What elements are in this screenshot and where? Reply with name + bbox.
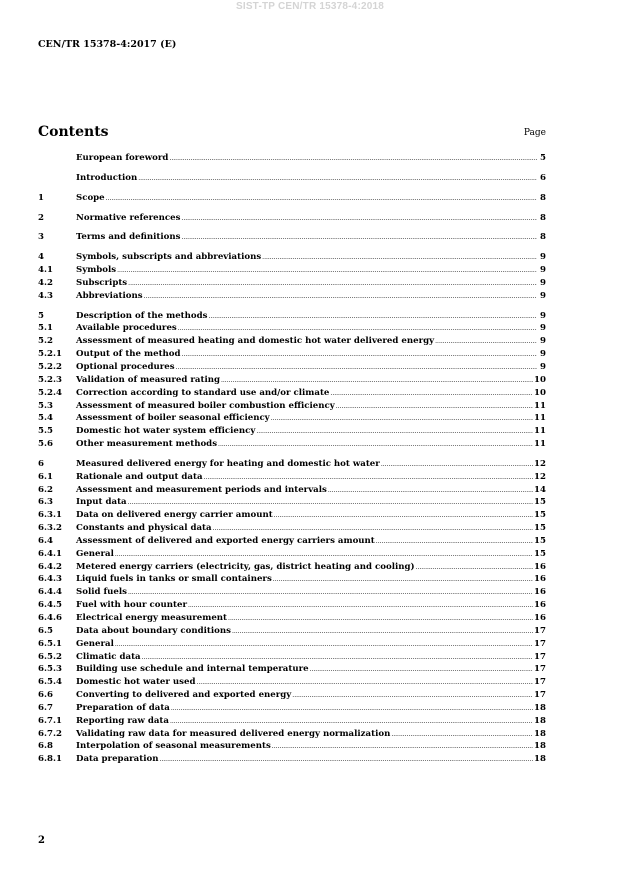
toc-entry-page[interactable]: 9 [540,323,546,334]
toc-dot-leader [159,754,533,767]
toc-entry-title[interactable]: General [76,638,114,649]
toc-entry-title[interactable]: Assessment of measured boiler combustion efficiency [76,400,335,411]
contents-heading: Contents [38,124,109,140]
toc-entry-title[interactable]: European foreword [76,153,169,163]
toc-dot-leader [336,401,533,414]
toc-entry-number: 6.3 [38,497,53,508]
toc-entry-page[interactable]: 16 [534,587,546,598]
toc-entry-page[interactable]: 15 [534,523,546,534]
toc-dot-leader [272,741,533,754]
toc-entry-page[interactable]: 5 [540,153,546,163]
toc-entry-title[interactable]: Interpolation of seasonal measurements [76,741,271,752]
toc-entry-number: 6.7.2 [38,728,62,739]
toc-dot-leader [271,413,533,426]
toc-entry-page[interactable]: 16 [534,574,546,585]
page-column-label: Page [523,128,546,138]
toc-entry-title[interactable]: Building use schedule and internal temperature [76,664,309,675]
toc-entry-title[interactable]: Liquid fuels in tanks or small containers [76,574,272,585]
toc-entry-title[interactable]: Symbols, subscripts and abbreviations [76,252,262,263]
toc-entry[interactable] [38,192,546,205]
toc-entry-page[interactable]: 11 [534,426,546,437]
toc-entry-number: 6.4.3 [38,574,62,585]
toc-entry-number: 4.1 [38,265,53,276]
toc-entry-title[interactable]: Preparation of data [76,702,170,713]
toc-entry-title[interactable]: Assessment and measurement periods and intervals [76,484,327,495]
toc-entry-number: 6.2 [38,484,53,495]
toc-entry-title[interactable]: Domestic hot water used [76,677,196,688]
toc-entry[interactable] [38,484,546,497]
toc-entry-title[interactable]: Reporting raw data [76,715,169,726]
toc-entry-page[interactable]: 9 [540,310,546,321]
toc-dot-leader [181,232,537,245]
toc-entry-number: 6.3.1 [38,510,62,521]
toc-entry-title[interactable]: Electrical energy measurement [76,613,228,623]
toc-entry-page[interactable]: 15 [534,548,546,559]
toc-entry-title[interactable]: Climatic data [76,651,141,662]
toc-entry[interactable] [38,689,546,702]
toc-entry-title[interactable]: Scope [76,192,105,203]
toc-entry[interactable] [38,522,546,535]
toc-entry-number: 5.5 [38,426,53,437]
toc-entry[interactable] [38,509,546,522]
toc-dot-leader [171,703,533,716]
toc-entry-title[interactable]: Description of the methods [76,310,208,321]
toc-entry-title[interactable]: Measured delivered energy for heating and domestic hot water [76,458,380,469]
toc-entry-page[interactable]: 9 [540,290,546,301]
toc-entry-title[interactable]: Constants and physical data [76,523,212,534]
toc-entry-page[interactable]: 16 [534,561,546,572]
toc-dot-leader [262,252,537,265]
toc-entry-page[interactable]: 9 [540,349,546,360]
toc-entry-number: 6.8 [38,741,53,752]
toc-entry-title[interactable]: Abbreviations [76,290,143,301]
toc-entry-page[interactable]: 12 [534,458,546,469]
toc-entry-title[interactable]: Optional procedures [76,361,175,372]
toc-entry-page[interactable]: 17 [534,677,546,688]
toc-entry-page[interactable]: 15 [534,497,546,508]
toc-entry-page[interactable]: 17 [534,625,546,636]
toc-entry-number: 3 [38,232,44,243]
toc-dot-leader [144,291,537,304]
toc-dot-leader [128,587,533,600]
toc-dot-leader [208,311,537,324]
toc-entry[interactable] [38,625,546,638]
toc-entry-number: 6.4.2 [38,561,62,572]
toc-entry-page[interactable]: 17 [534,664,546,675]
toc-entry-number: 6.4 [38,535,53,546]
toc-entry-number: 6 [38,458,44,469]
toc-entry-page[interactable]: 9 [540,252,546,263]
toc-entry-title[interactable]: Converting to delivered and exported energy [76,690,292,701]
toc-entry-page[interactable]: 17 [534,690,546,701]
toc-entry[interactable] [38,496,546,509]
toc-entry-page[interactable]: 8 [540,232,546,243]
toc-dot-leader [274,510,533,523]
toc-entry-title[interactable]: Rationale and output data [76,471,203,482]
toc-entry[interactable] [38,740,546,753]
toc-entry[interactable] [38,458,546,471]
toc-entry-page[interactable]: 9 [540,265,546,276]
toc-entry-number: 6.4.6 [38,613,62,623]
toc-entry-title[interactable]: Terms and definitions [76,232,181,243]
toc-dot-leader [182,349,537,362]
toc-entry[interactable] [38,348,546,361]
toc-dot-leader [218,439,533,452]
toc-dot-leader [330,388,533,401]
toc-entry-title[interactable]: Domestic hot water system efficiency [76,426,256,437]
toc-dot-leader [416,562,533,575]
toc-dot-leader [232,626,533,639]
toc-dot-leader [115,639,533,652]
toc-entry[interactable] [38,573,546,586]
toc-entry-number: 6.7 [38,702,53,713]
toc-dot-leader [181,213,537,226]
toc-entry[interactable] [38,663,546,676]
toc-entry-title[interactable]: Introduction [76,172,138,183]
toc-entry-number: 6.4.5 [38,600,62,611]
toc-dot-leader [256,426,533,439]
toc-entry[interactable] [38,425,546,438]
toc-dot-leader [188,600,533,613]
toc-dot-leader [292,690,533,703]
toc-entry-page[interactable]: 10 [534,387,546,398]
toc-entry-number: 5.2.4 [38,387,62,398]
toc-entry-page[interactable]: 11 [534,400,546,411]
toc-dot-leader [128,278,537,291]
toc-entry-page[interactable]: 14 [534,484,546,495]
toc-entry[interactable] [38,753,546,766]
toc-entry-number: 5.3 [38,400,53,411]
toc-entry[interactable] [38,612,546,625]
toc-entry-number: 4 [38,252,44,263]
toc-entry[interactable] [38,586,546,599]
toc-entry-number: 6.5 [38,625,53,636]
toc-dot-leader [391,729,533,742]
toc-entry[interactable] [38,264,546,277]
toc-entry-page[interactable]: 8 [540,212,546,223]
toc-entry-title[interactable]: Solid fuels [76,587,127,598]
toc-entry[interactable] [38,599,546,612]
toc-entry[interactable] [38,702,546,715]
toc-entry-page[interactable]: 9 [540,336,546,347]
toc-entry-title[interactable]: Validation of measured rating [76,374,220,385]
toc-entry-number: 6.4.4 [38,587,62,598]
toc-entry-number: 5.6 [38,439,53,450]
toc-dot-leader [435,336,537,349]
toc-entry-number: 6.8.1 [38,754,62,765]
toc-entry-title[interactable]: Assessment of measured heating and domestic hot water delivered energy [76,336,435,347]
toc-entry-page[interactable]: 10 [534,374,546,385]
toc-entry-page[interactable]: 18 [534,741,546,752]
toc-entry-page[interactable]: 8 [540,192,546,203]
toc-entry-number: 6.5.2 [38,651,62,662]
toc-entry-title[interactable]: Output of the method [76,349,181,360]
toc-entry-page[interactable]: 15 [534,535,546,546]
toc-entry-page[interactable]: 17 [534,651,546,662]
toc-entry[interactable] [38,676,546,689]
toc-entry-page[interactable]: 12 [534,471,546,482]
toc-entry[interactable] [38,387,546,400]
toc-entry[interactable] [38,251,546,264]
toc-entry[interactable] [38,152,546,165]
toc-entry[interactable] [38,561,546,574]
toc-entry-title[interactable]: Input data [76,497,127,508]
toc-entry-number: 5 [38,310,44,321]
toc-entry-page[interactable]: 17 [534,638,546,649]
watermark: SIST-TP CEN/TR 15378-4:2018 [235,1,385,12]
toc-dot-leader [228,613,533,626]
toc-dot-leader [310,664,533,677]
toc-entry-page[interactable]: 11 [534,413,546,424]
toc-entry-title[interactable]: Symbols [76,265,117,276]
toc-dot-leader [117,265,537,278]
toc-entry[interactable] [38,548,546,561]
toc-dot-leader [328,485,533,498]
toc-entry-number: 5.2 [38,336,53,347]
toc-dot-leader [106,193,537,206]
page-number: 2 [38,835,45,846]
toc-entry-number: 6.7.1 [38,715,62,726]
toc-entry[interactable] [38,172,546,185]
toc-entry-title[interactable]: Data about boundary conditions [76,625,231,636]
toc-entry[interactable] [38,212,546,225]
toc-entry[interactable] [38,471,546,484]
toc-entry-page[interactable]: 16 [534,613,546,623]
toc-entry-title[interactable]: Other measurement methods [76,439,218,450]
toc-entry[interactable] [38,400,546,413]
toc-entry[interactable] [38,728,546,741]
toc-entry-title[interactable]: Assessment of delivered and exported energy carriers amount [76,535,375,546]
toc-entry[interactable] [38,651,546,664]
toc-entry-title[interactable]: Validating raw data for measured delivered energy normalization [76,728,391,739]
toc-entry[interactable] [38,535,546,548]
toc-entry-number: 6.1 [38,471,53,482]
toc-entry-page[interactable]: 15 [534,510,546,521]
toc-dot-leader [376,536,533,549]
toc-entry[interactable] [38,231,546,244]
toc-dot-leader [176,362,537,375]
toc-entry-page[interactable]: 16 [534,600,546,611]
toc-entry-title[interactable]: Fuel with hour counter [76,600,187,611]
toc-entry-page[interactable]: 9 [540,361,546,372]
toc-entry-number: 6.5.4 [38,677,62,688]
toc-entry[interactable] [38,638,546,651]
toc-dot-leader [169,153,537,166]
toc-entry-number: 4.3 [38,290,53,301]
toc-entry-title[interactable]: General [76,548,114,559]
toc-entry-title[interactable]: Available procedures [76,323,177,334]
toc-entry-number: 6.6 [38,690,53,701]
toc-entry[interactable] [38,277,546,290]
toc-entry[interactable] [38,310,546,323]
toc-entry-number: 1 [38,192,44,203]
toc-entry-page[interactable]: 18 [534,702,546,713]
toc-entry-number: 5.2.1 [38,349,62,360]
toc-entry-title[interactable]: Metered energy carriers (electricity, gas, district heating and cooling) [76,561,415,572]
toc-entry[interactable] [38,438,546,451]
toc-entry-title[interactable]: Subscripts [76,277,128,288]
document-id: CEN/TR 15378-4:2017 (E) [38,39,177,50]
toc-entry-page[interactable]: 9 [540,277,546,288]
toc-entry[interactable] [38,374,546,387]
toc-entry-number: 6.3.2 [38,523,62,534]
toc-entry-number: 2 [38,212,44,223]
toc-entry-page[interactable]: 11 [534,439,546,450]
toc-entry[interactable] [38,361,546,374]
toc-entry-title[interactable]: Assessment of boiler seasonal efficiency [76,413,270,424]
toc-entry[interactable] [38,290,546,303]
toc-entry-number: 4.2 [38,277,53,288]
toc-entry-title[interactable]: Normative references [76,212,181,223]
toc-entry-page[interactable]: 18 [534,728,546,739]
toc-entry[interactable] [38,412,546,425]
toc-entry-number: 5.2.2 [38,361,62,372]
toc-entry-title[interactable]: Correction according to standard use and/or climate [76,387,330,398]
toc-entry-page[interactable]: 6 [540,172,546,183]
toc-entry-title[interactable]: Data preparation [76,754,159,765]
toc-entry-title[interactable]: Data on delivered energy carrier amount [76,510,273,521]
toc-entry-number: 6.5.3 [38,664,62,675]
toc-entry-number: 6.5.1 [38,638,62,649]
toc-entry[interactable] [38,335,546,348]
toc-entry-number: 5.1 [38,323,53,334]
toc-dot-leader [273,574,533,587]
toc-entry-number: 6.4.1 [38,548,62,559]
toc-entry[interactable] [38,322,546,335]
toc-dot-leader [138,173,537,186]
toc-entry-number: 5.2.3 [38,374,62,385]
toc-entry-number: 5.4 [38,413,53,424]
toc-entry[interactable] [38,715,546,728]
table-of-contents [38,152,546,766]
toc-dot-leader [381,459,533,472]
toc-entry-page[interactable]: 18 [534,715,546,726]
toc-entry-page[interactable]: 18 [534,754,546,765]
